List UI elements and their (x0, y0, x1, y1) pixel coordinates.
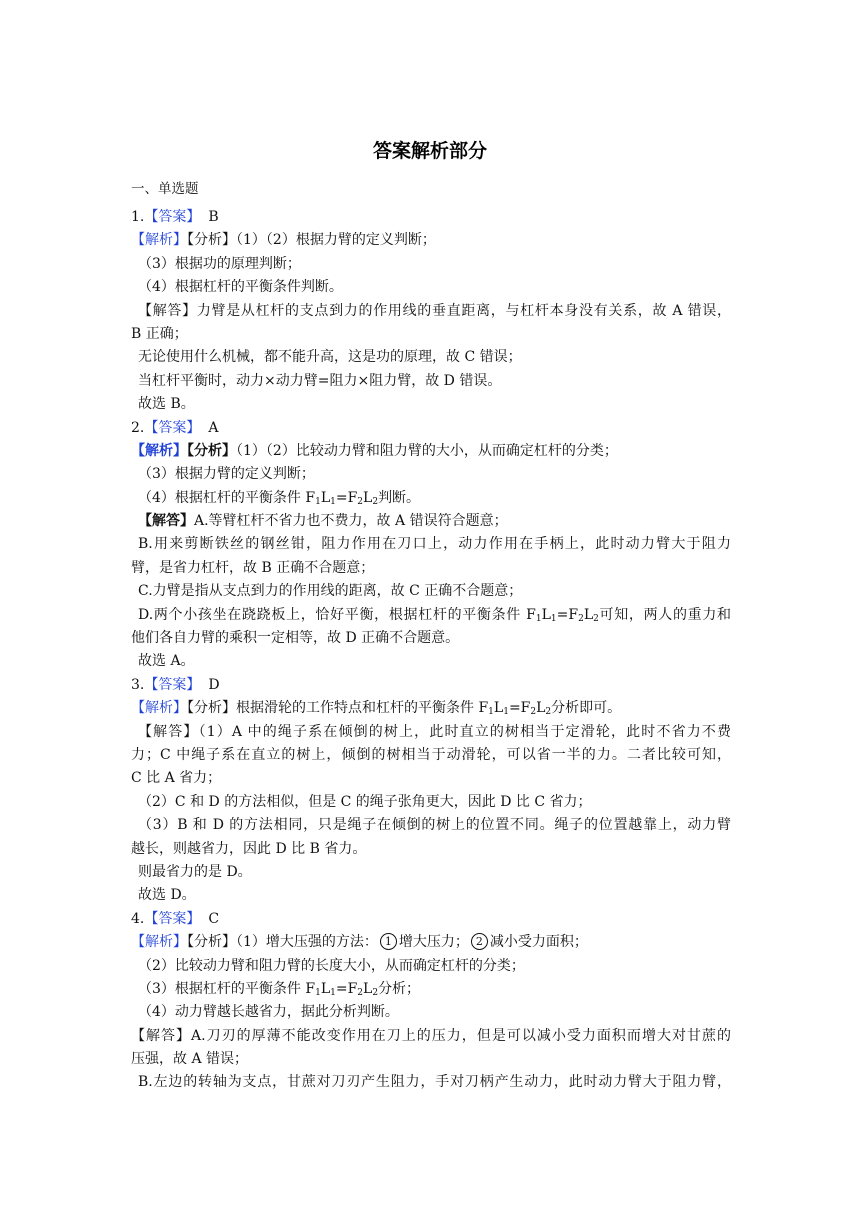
formula-l: L (363, 980, 373, 997)
q3-solution-7: 则最省力的是 D。 (138, 863, 252, 880)
jieda-label: 【解答】 (138, 723, 199, 740)
q2-analysis-3 (131, 487, 731, 510)
answer-label: 【答案】 (144, 676, 201, 693)
q3-answer-value: D (208, 676, 220, 693)
q2-solution-5-end: 可知，两人的重力和 (598, 606, 732, 623)
q3-analysis-text: 根据滑轮的工作特点和杠杆的平衡条件 (236, 700, 479, 717)
q2-solution-2: B.用来剪断铁丝的钢丝钳，阻力作用在刀口上，动力作用在手柄上，此时动力臂大于阻力 (138, 536, 731, 553)
q1-choice: 故选 B。 (138, 396, 195, 413)
q1-answer-value: B (208, 209, 219, 225)
q4-analysis-1-end: 减小受力面积； (489, 934, 588, 951)
formula-f: F (305, 489, 316, 506)
fenxi-label: 【分析】 (187, 442, 236, 459)
q3-analysis-end: 分析即可。 (551, 700, 622, 717)
formula-l: L (320, 980, 331, 997)
formula-f: F (347, 489, 358, 506)
q3-choice: 故选 D。 (138, 887, 196, 904)
formula-sub: 1 (535, 613, 542, 624)
q3-solution-4: （2）C 和 D 的方法相似，但是 C 的绳子张角更大，因此 D 比 C 省力； (138, 793, 592, 810)
formula-sub: 1 (315, 496, 321, 507)
q2-analysis-2: （3）根据力臂的定义判断； (138, 466, 315, 483)
q4-analysis-2: （2）比较动力臂和阻力臂的长度大小，从而确定杠杆的分类； (138, 957, 525, 974)
q1-solution-1: 力臂是从杠杆的支点到力的作用线的垂直距离，与杠杆本身没有关系，故 A 错误， (196, 302, 732, 319)
formula-l: L (541, 606, 551, 623)
formula-sub: 1 (330, 496, 336, 507)
q4-answer-line (131, 908, 731, 931)
q3-analysis-line (131, 697, 731, 720)
q1-solution-3: 无论使用什么机械，都不能升高，这是功的原理，故 C 错误； (138, 349, 522, 366)
formula-l: L (583, 606, 594, 623)
q1-analysis-line (131, 229, 731, 252)
formula-f: F (478, 700, 489, 717)
formula-f: F (305, 980, 316, 997)
circled-one-icon: 1 (380, 933, 397, 950)
q2-solution-line (131, 510, 731, 533)
jieda-label: 【解答】 (138, 513, 194, 530)
q2-solution-5 (131, 604, 731, 627)
circled-two-icon: 2 (471, 933, 488, 950)
formula-eq: = (335, 980, 348, 997)
formula-l: L (320, 489, 331, 506)
formula-eq: = (335, 489, 348, 506)
q4-solution-line (131, 1025, 731, 1048)
q4-analysis-3 (131, 978, 731, 1001)
answer-label: 【答案】 (144, 419, 201, 436)
formula-sub: 1 (488, 707, 494, 718)
formula-sub: 1 (550, 613, 557, 624)
formula-sub: 2 (357, 496, 364, 507)
formula-f: F (568, 606, 579, 623)
formula-sub: 2 (593, 613, 599, 624)
jieda-label: 【解答】 (138, 302, 197, 319)
jiexi-label: 【解析】 (131, 442, 187, 459)
formula-f: F (520, 700, 531, 717)
fenxi-label: 【分析】 (187, 700, 236, 717)
answer-content (131, 206, 731, 1095)
q1-solution-2: B 正确； (131, 325, 188, 342)
balance-formula (305, 981, 378, 997)
q2-number: 2. (131, 419, 145, 436)
formula-sub: 2 (372, 987, 379, 998)
q3-number: 3. (131, 676, 145, 693)
q2-solution-5-text: D.两个小孩坐在跷跷板上，恰好平衡，根据杠杆的平衡条件 (138, 606, 527, 623)
q2-solution-3: 臂，是省力杠杆，故 B 正确不合题意； (131, 559, 375, 576)
q1-analysis-2: （3）根据功的原理判断； (138, 255, 301, 272)
q4-solution-3: B.左边的转轴为支点，甘蔗对刀刃产生阻力，手对刀柄产生动力，此时动力臂大于阻力臂， (138, 1074, 731, 1091)
q3-solution-1: （1）A 中的绳子系在倾倒的树上，此时直立的树相当于定滑轮，此时不省力不费 (198, 723, 732, 740)
formula-sub: 2 (578, 613, 584, 624)
q3-solution-6: 越长，则越省力，因此 D 比 B 省力。 (131, 840, 367, 857)
q4-solution-2: 压强，故 A 错误； (131, 1051, 249, 1068)
jiexi-label: 【解析】 (131, 934, 187, 951)
q1-solution-4: 当杠杆平衡时，动力×动力臂=阻力×阻力臂，故 D 错误。 (138, 372, 502, 389)
q4-analysis-line (131, 931, 731, 954)
jiexi-label: 【解析】 (131, 700, 187, 717)
q4-analysis-3-text: （3）根据杠杆的平衡条件 (138, 980, 306, 997)
q4-analysis-1-mid: 增大压力； (398, 934, 469, 951)
q3-solution-line (131, 721, 731, 744)
formula-sub: 2 (545, 707, 552, 718)
q3-solution-5: （3）B 和 D 的方法相同，只是绳子在倾倒的树上的位置不同。绳子的位置越靠上，动力臂 (138, 817, 731, 834)
formula-l: L (493, 700, 504, 717)
q2-solution-1: A.等臂杠杆不省力也不费力，故 A 错误符合题意； (194, 513, 508, 530)
fenxi-label: 【分析】 (187, 232, 236, 249)
q1-solution-line (131, 300, 731, 323)
formula-sub: 2 (372, 496, 379, 507)
q4-analysis-1: （1）增大压强的方法： (236, 934, 378, 951)
q1-number: 1. (131, 209, 145, 225)
q4-answer-value: C (208, 910, 220, 927)
balance-formula (305, 490, 378, 506)
q1-answer-line (131, 206, 731, 229)
balance-formula (526, 607, 599, 623)
q4-number: 4. (131, 910, 145, 927)
formula-l: L (363, 489, 373, 506)
page-title: 答案解析部分 (372, 140, 487, 162)
formula-eq: = (508, 700, 521, 717)
q3-solution-3: C 比 A 省力； (131, 770, 222, 787)
q2-analysis-3-end: 判断。 (378, 489, 421, 506)
formula-sub: 1 (503, 707, 509, 718)
q2-analysis-1: （1）（2）比较动力臂和阻力臂的大小，从而确定杠杆的分类； (236, 442, 618, 459)
jieda-label: 【解答】 (131, 1027, 192, 1044)
formula-sub: 2 (530, 707, 537, 718)
section-heading: 一、单选题 (131, 181, 199, 197)
q2-solution-4: C.力臂是指从支点到力的作用线的距离，故 C 正确不合题意； (138, 583, 523, 600)
q2-solution-6: 他们各自力臂的乘积一定相等，故 D 正确不合题意。 (131, 630, 460, 647)
formula-f: F (526, 606, 536, 623)
q4-analysis-4: （4）动力臂越长越省力，据此分析判断。 (138, 1004, 399, 1021)
formula-eq: = (556, 606, 569, 623)
formula-f: F (347, 980, 358, 997)
q1-analysis-1: （1）（2）根据力臂的定义判断； (236, 232, 436, 249)
fenxi-label: 【分析】 (187, 934, 236, 951)
answer-label: 【答案】 (144, 209, 201, 225)
q2-analysis-line (131, 440, 731, 463)
q2-answer-value: A (208, 419, 219, 436)
q2-answer-line (131, 417, 731, 440)
q3-answer-line (131, 674, 731, 697)
q4-solution-1: A.刀刃的厚薄不能改变作用在刀上的压力，但是可以减小受力面积而增大对甘蔗的 (191, 1027, 731, 1044)
q2-analysis-3-text: （4）根据杠杆的平衡条件 (138, 489, 306, 506)
formula-sub: 1 (315, 987, 321, 998)
formula-l: L (536, 700, 546, 717)
answer-label: 【答案】 (144, 910, 201, 927)
formula-sub: 1 (330, 987, 336, 998)
q2-choice: 故选 A。 (138, 653, 195, 670)
q1-analysis-3: （4）根据杠杆的平衡条件判断。 (138, 279, 343, 296)
q4-analysis-3-end: 分析； (378, 980, 421, 997)
balance-formula (478, 700, 551, 716)
formula-sub: 2 (357, 987, 364, 998)
jiexi-label: 【解析】 (131, 232, 187, 249)
q3-solution-2: 力；C 中绳子系在直立的树上，倾倒的树相当于动滑轮，可以省一半的力。二者比较可知， (131, 746, 731, 763)
